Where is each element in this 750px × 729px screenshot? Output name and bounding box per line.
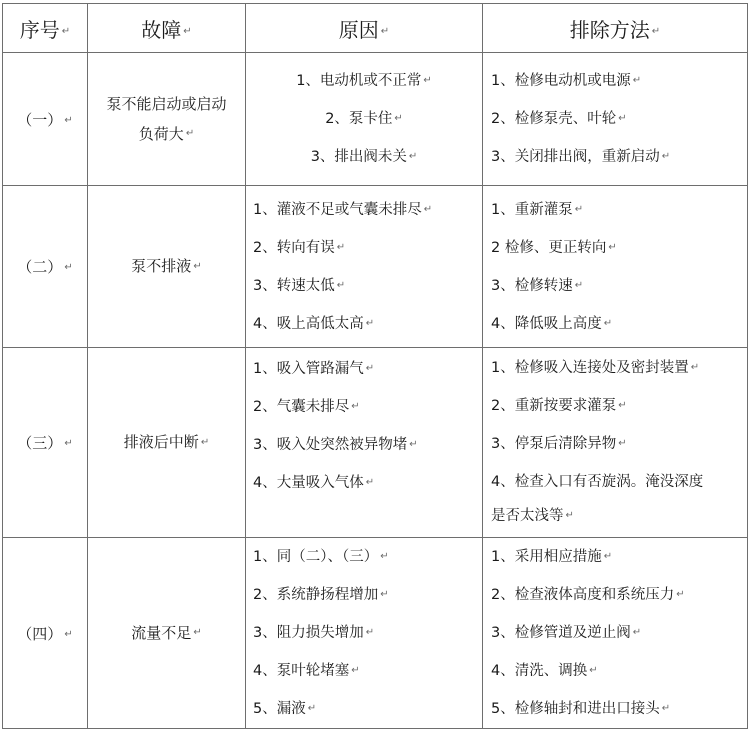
cause-line: 1、电动机或不正常 ↵ (296, 73, 432, 89)
remedy-line: 1、采用相应措施 ↵ (491, 549, 613, 565)
header-remedy: 排除方法 ↵ (483, 4, 748, 53)
table-row (3, 348, 748, 538)
cause-line: 5、漏液 ↵ (253, 701, 317, 717)
remedy-line: 2、检修泵壳、叶轮 ↵ (491, 111, 627, 127)
cause-line: 4、泵叶轮堵塞 ↵ (253, 663, 360, 679)
fault-line: 泵不能启动或启动 (106, 94, 227, 113)
remedy-line: 3、检修转速 ↵ (491, 277, 584, 294)
row-number: （四） ↵ (3, 538, 88, 729)
cause-cell (246, 53, 483, 186)
cause-cell (246, 186, 483, 348)
row-number: （一） ↵ (3, 53, 88, 186)
remedy-line: 3、关闭排出阀，重新启动 ↵ (491, 149, 671, 165)
remedy-line: 1、检修电动机或电源 ↵ (491, 73, 642, 89)
remedy-cell (483, 538, 748, 729)
remedy-line: 3、检修管道及逆止阀 ↵ (491, 625, 642, 641)
row-number: （二） ↵ (3, 186, 88, 348)
remedy-line: 3、停泵后清除异物 ↵ (491, 435, 627, 452)
cause-line: 3、排出阀未关 ↵ (310, 149, 418, 165)
cause-line: 4、大量吸入气体 ↵ (253, 475, 375, 491)
cause-cell (246, 348, 483, 538)
remedy-line: 2 检修、更正转向 ↵ (491, 239, 617, 256)
table-row (3, 538, 748, 729)
remedy-line: 5、检修轴封和进出口接头 ↵ (491, 701, 671, 717)
table-row (3, 53, 748, 186)
fault-cell: 流量不足 ↵ (88, 538, 246, 729)
remedy-line: 1、检修吸入连接处及密封装置 ↵ (491, 359, 700, 376)
header-fault: 故障 ↵ (88, 4, 246, 53)
cause-cell (246, 538, 483, 729)
remedy-line: 2、检查液体高度和系统压力 ↵ (491, 587, 685, 603)
cause-line: 2、泵卡住 ↵ (325, 111, 403, 127)
cause-line: 4、吸上高低太高 ↵ (253, 315, 375, 332)
remedy-line: 是否太浅等 ↵ (491, 507, 574, 524)
remedy-line: 4、降低吸上高度 ↵ (491, 315, 613, 332)
header-row (3, 4, 748, 53)
header-cause: 原因 ↵ (246, 4, 483, 53)
cause-line: 3、吸入处突然被异物堵 ↵ (253, 437, 418, 453)
cause-line: 3、转速太低 ↵ (253, 277, 346, 294)
remedy-cell (483, 53, 748, 186)
cause-line: 2、转向有误 ↵ (253, 239, 346, 256)
cause-line: 3、阻力损失增加 ↵ (253, 625, 375, 641)
cause-line: 1、吸入管路漏气 ↵ (253, 361, 375, 377)
cause-line: 1、同（二）、（三） ↵ (253, 549, 389, 565)
table-row (3, 186, 748, 348)
remedy-cell (483, 348, 748, 538)
remedy-cell (483, 186, 748, 348)
fault-line: 负荷大 ↵ (138, 124, 195, 143)
cause-line: 2、气囊未排尽 ↵ (253, 399, 360, 415)
remedy-line: 4、清洗、调换 ↵ (491, 663, 598, 679)
remedy-line: 2、重新按要求灌泵 ↵ (491, 397, 627, 414)
remedy-line: 4、检查入口有否旋涡。淹没深度 (491, 473, 704, 490)
header-no: 序号 ↵ (3, 4, 88, 53)
troubleshooting-table (2, 3, 748, 729)
fault-cell: 排液后中断 ↵ (88, 348, 246, 538)
remedy-line: 1、重新灌泵 ↵ (491, 201, 584, 218)
fault-cell: 泵不排液 ↵ (88, 186, 246, 348)
cause-line: 1、灌液不足或气囊未排尽 ↵ (253, 201, 433, 218)
fault-cell (88, 53, 246, 186)
row-number: （三） ↵ (3, 348, 88, 538)
cause-line: 2、系统静扬程增加 ↵ (253, 587, 389, 603)
